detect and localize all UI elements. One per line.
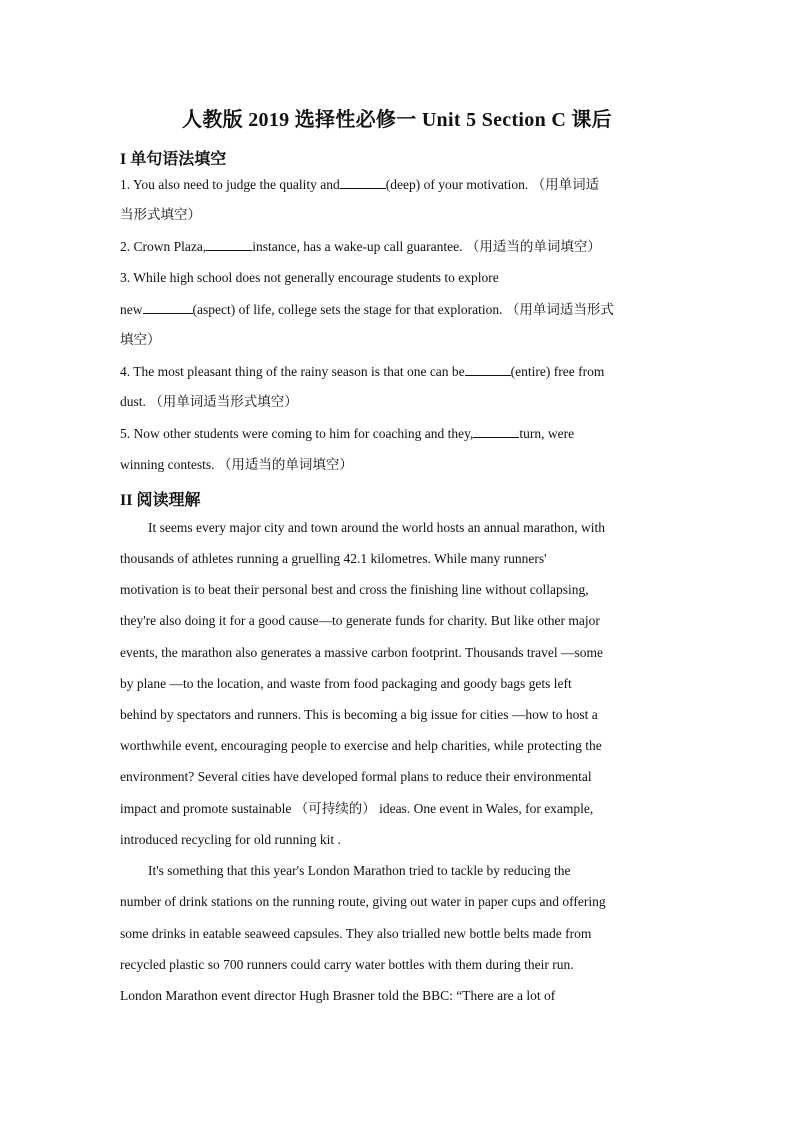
question-3-text-b: new bbox=[120, 302, 143, 317]
question-5 bbox=[120, 425, 574, 443]
question-5-cont: winning contests. （用适当的单词填空） bbox=[120, 457, 353, 472]
answer-blank bbox=[143, 302, 193, 314]
passage-line: some drinks in eatable seaweed capsules. They also trialled new bottle belts made from bbox=[120, 926, 592, 941]
passage-line: It seems every major city and town around the world hosts an annual marathon, with bbox=[148, 520, 606, 535]
answer-blank bbox=[206, 239, 252, 251]
question-5-text-a: 5. Now other students were coming to him for coaching and they, bbox=[120, 426, 474, 441]
passage-line: It's something that this year's London Marathon tried to tackle by reducing the bbox=[148, 863, 571, 878]
question-4-cont: dust. （用单词适当形式填空） bbox=[120, 394, 298, 409]
passage-line: London Marathon event director Hugh Brasner told the BBC: “There are a lot of bbox=[120, 988, 556, 1003]
question-3: 3. While high school does not generally encourage students to explore bbox=[120, 270, 499, 285]
question-2-text-a: 2. Crown Plaza, bbox=[120, 239, 207, 254]
question-3-text-c: (aspect) of life, college sets the stage for that exploration. （用单词适当形式 bbox=[192, 302, 614, 317]
passage-line: number of drink stations on the running route, giving out water in paper cups and offering bbox=[120, 894, 606, 909]
passage-line: impact and promote sustainable （可持续的） ideas. One event in Wales, for example, bbox=[120, 801, 594, 816]
page-title: 人教版 2019 选择性必修一 Unit 5 Section C 课后 bbox=[182, 109, 612, 131]
passage-line: motivation is to beat their personal best and cross the finishing line without collapsing, bbox=[120, 582, 589, 597]
passage-line: events, the marathon also generates a massive carbon footprint. Thousands travel —some bbox=[120, 645, 603, 660]
question-5-text-b: turn, were bbox=[519, 426, 575, 441]
passage-line: thousands of athletes running a gruelling 42.1 kilometres. While many runners' bbox=[120, 551, 547, 566]
question-1 bbox=[120, 176, 599, 194]
section-heading-grammar: I 单句语法填空 bbox=[120, 151, 227, 168]
passage-line: environment? Several cities have developed formal plans to reduce their environmental bbox=[120, 769, 592, 784]
question-2-text-b: instance, has a wake-up call guarantee. （用适当的单词填空） bbox=[252, 239, 601, 254]
passage-line: behind by spectators and runners. This is becoming a big issue for cities —how to host a bbox=[120, 707, 598, 722]
question-3-cont bbox=[120, 301, 614, 319]
answer-blank bbox=[340, 177, 386, 189]
question-4-text-b: (entire) free from bbox=[510, 364, 605, 379]
section-heading-reading: II 阅读理解 bbox=[120, 492, 201, 509]
passage-line: by plane —to the location, and waste from food packaging and goody bags gets left bbox=[120, 676, 572, 691]
question-3-cont2: 填空） bbox=[120, 332, 161, 347]
question-1-text-b: (deep) of your motivation. （用单词适 bbox=[385, 177, 600, 192]
question-4-text-a: 4. The most pleasant thing of the rainy season is that one can be bbox=[120, 364, 465, 379]
answer-blank bbox=[473, 426, 519, 438]
answer-blank bbox=[465, 364, 511, 376]
question-2 bbox=[120, 238, 601, 256]
passage-line: worthwhile event, encouraging people to exercise and help charities, while protecting the bbox=[120, 738, 602, 753]
question-4 bbox=[120, 363, 604, 381]
question-1-text-a: 1. You also need to judge the quality and bbox=[120, 177, 340, 192]
passage-line: introduced recycling for old running kit . bbox=[120, 832, 341, 847]
passage-line: recycled plastic so 700 runners could carry water bottles with them during their run. bbox=[120, 957, 574, 972]
passage-line: they're also doing it for a good cause—to generate funds for charity. But like other major bbox=[120, 613, 600, 628]
question-1-cont: 当形式填空） bbox=[120, 207, 201, 222]
